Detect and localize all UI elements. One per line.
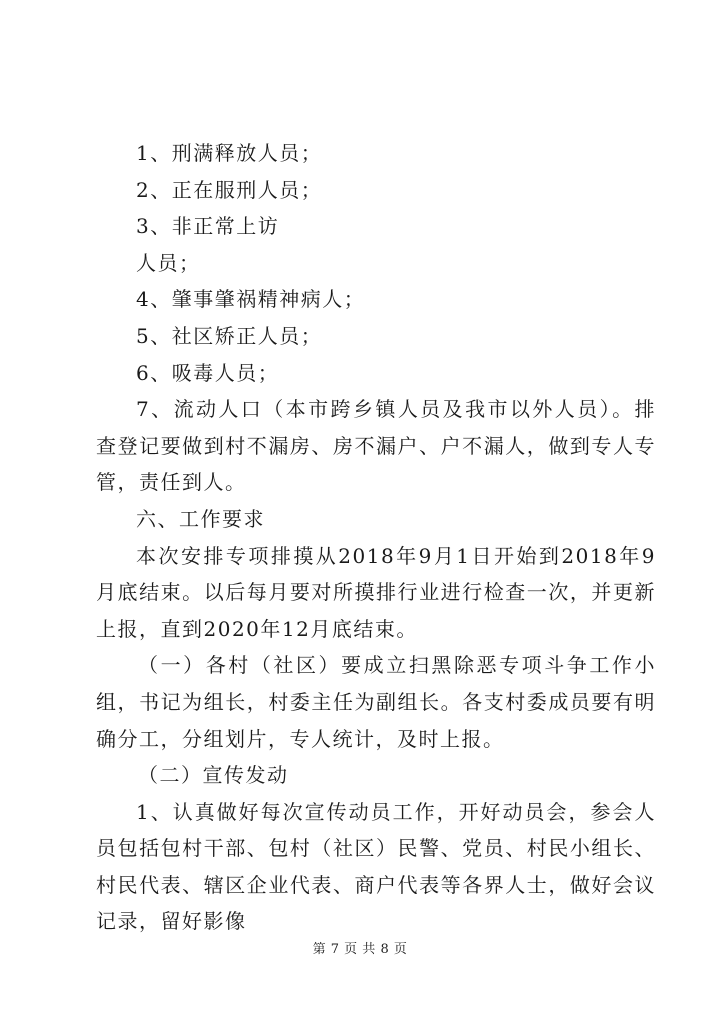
paragraph-mobilization-meeting: 1、认真做好每次宣传动员工作，开好动员会，参会人员包括包村干部、包村（社区）民警、党员、村民小组长、村民代表、辖区企业代表、商户代表等各界人士，做好会议记录，留好影像 — [96, 799, 656, 934]
paragraph-working-group: （一）各村（社区）要成立扫黑除恶专项斗争工作小组，书记为组长，村委主任为副组长。各支村委成员要有明确分工，分组划片，专人统计，及时上报。 — [96, 653, 656, 751]
list-item-abnormal-petition: 3、非正常上访 — [136, 214, 280, 239]
list-item-abnormal-petition-continued: 人员； — [136, 250, 201, 275]
subheading-publicity: （二）宣传发动 — [138, 763, 289, 788]
list-item-serving-sentence: 2、正在服刑人员； — [136, 177, 323, 202]
list-item-drug-users: 6、吸毒人员； — [136, 360, 280, 385]
list-item-floating-population: 7、流动人口（本市跨乡镇人员及我市以外人员）。排查登记要做到村不漏房、房不漏户、户不漏人，做到专人专管，责任到人。 — [96, 397, 656, 495]
document-body — [96, 135, 656, 940]
list-item-community-correction: 5、社区矫正人员； — [136, 323, 323, 348]
section-heading-work-requirements: 六、工作要求 — [136, 506, 265, 531]
paragraph-schedule: 本次安排专项排摸从2018年9月1日开始到2018年9月底结束。以后每月要对所摸排行业进行检查一次，并更新上报，直到2020年12月底结束。 — [96, 543, 656, 641]
page-number-footer: 第 7 页 共 8 页 — [312, 942, 408, 957]
list-item-released-prisoners: 1、刑满释放人员； — [136, 141, 323, 165]
list-item-mental-patients: 4、肇事肇祸精神病人； — [136, 287, 366, 312]
